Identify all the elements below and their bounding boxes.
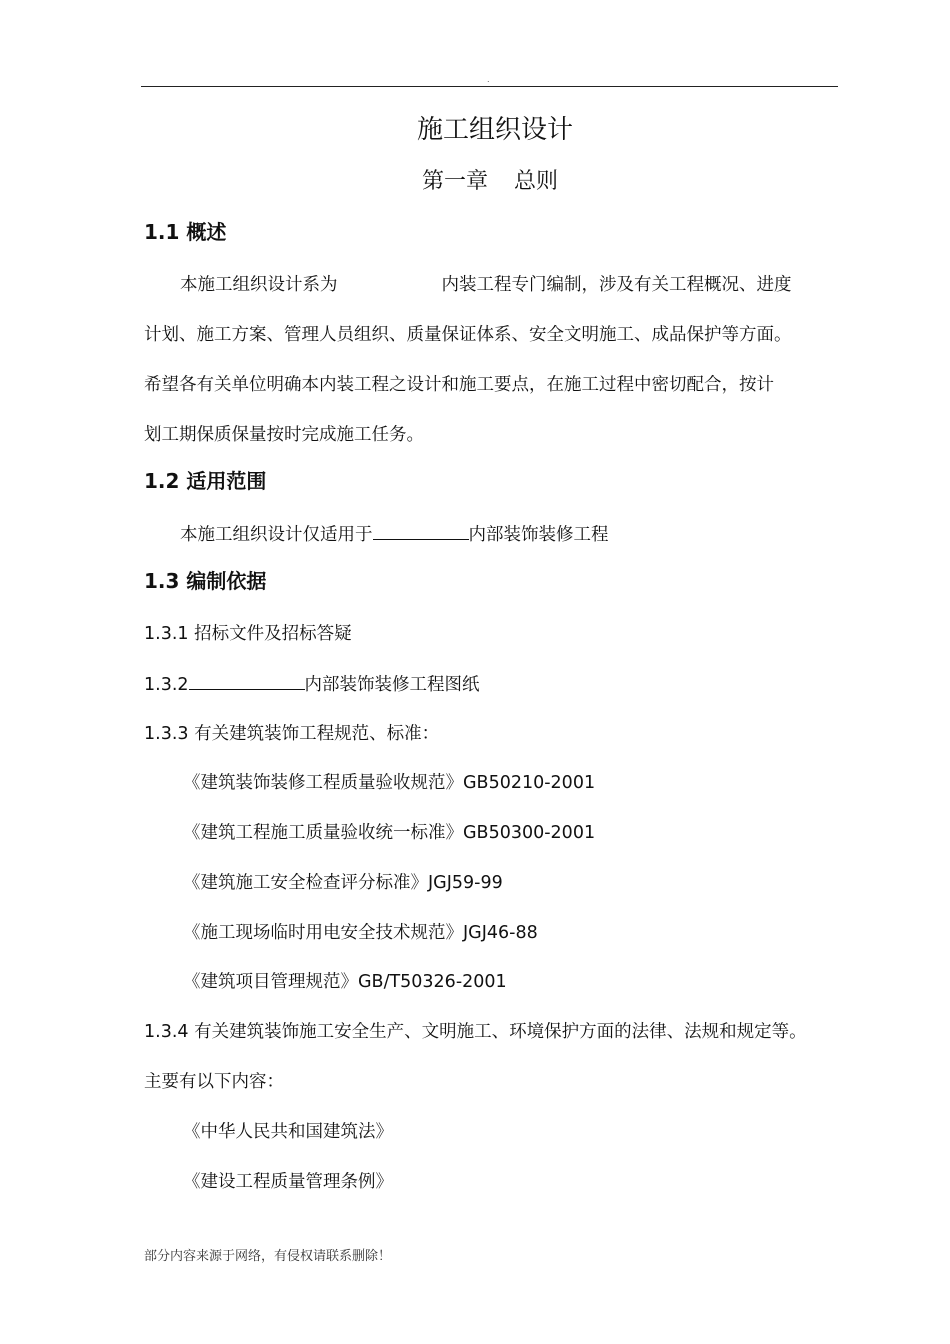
standard-item: 《建筑工程施工质量验收统一标准》GB50300-2001 bbox=[183, 823, 596, 843]
basis-item-4-continued: 主要有以下内容： bbox=[144, 1072, 284, 1092]
scope-text-b: 内部装饰装修工程 bbox=[468, 525, 609, 545]
scope-text-a: 本施工组织设计仅适用于 bbox=[180, 525, 373, 545]
header-rule bbox=[141, 86, 838, 87]
law-item: 《中华人民共和国建筑法》 bbox=[183, 1122, 393, 1142]
chapter-title bbox=[0, 166, 950, 198]
overview-line-4: 划工期保质保量按时完成施工任务。 bbox=[144, 425, 424, 445]
section-heading-1-3: 1.3 编制依据 bbox=[144, 569, 267, 593]
standard-item: 《建筑项目管理规范》GB/T50326-2001 bbox=[183, 972, 507, 992]
overview-text-a: 本施工组织设计系为 bbox=[180, 275, 338, 295]
overview-line-2: 计划、施工方案、管理人员组织、质量保证体系、安全文明施工、成品保护等方面。 bbox=[144, 325, 792, 345]
basis-item-2-number: 1.3.2 bbox=[144, 675, 189, 695]
standard-item: 《建筑施工安全检查评分标准》JGJ59-99 bbox=[183, 873, 503, 893]
section-heading-1-2: 1.2 适用范围 bbox=[144, 469, 267, 493]
overview-line-1 bbox=[180, 270, 876, 300]
scope-fill-blank bbox=[373, 519, 469, 540]
footer-disclaimer: 部分内容来源于网络，有侵权请联系删除！ bbox=[144, 1249, 392, 1264]
drawings-fill-blank bbox=[189, 669, 305, 690]
header-mark: . bbox=[487, 75, 490, 84]
chapter-name: 总则 bbox=[514, 169, 559, 194]
chapter-number: 第一章 bbox=[421, 169, 488, 194]
project-name-blank bbox=[338, 270, 442, 290]
basis-item-1: 1.3.1 招标文件及招标答疑 bbox=[144, 624, 352, 644]
basis-item-3: 1.3.3 有关建筑装饰工程规范、标准： bbox=[144, 724, 440, 744]
law-item: 《建设工程质量管理条例》 bbox=[183, 1172, 393, 1192]
scope-line bbox=[180, 519, 876, 550]
basis-item-4: 1.3.4 有关建筑装饰施工安全生产、文明施工、环境保护方面的法律、法规和规定等。 bbox=[144, 1022, 807, 1042]
section-heading-1-1: 1.1 概述 bbox=[144, 220, 227, 244]
overview-line-3: 希望各有关单位明确本内装工程之设计和施工要点，在施工过程中密切配合，按计 bbox=[144, 375, 774, 395]
basis-item-2-text: 内部装饰装修工程图纸 bbox=[304, 675, 480, 695]
document-title: 施工组织设计 bbox=[416, 115, 573, 145]
basis-item-2 bbox=[144, 669, 840, 700]
overview-text-b: 内装工程专门编制，涉及有关工程概况、进度 bbox=[441, 275, 792, 295]
standard-item: 《施工现场临时用电安全技术规范》JGJ46-88 bbox=[183, 923, 538, 943]
standard-item: 《建筑装饰装修工程质量验收规范》GB50210-2001 bbox=[183, 773, 596, 793]
